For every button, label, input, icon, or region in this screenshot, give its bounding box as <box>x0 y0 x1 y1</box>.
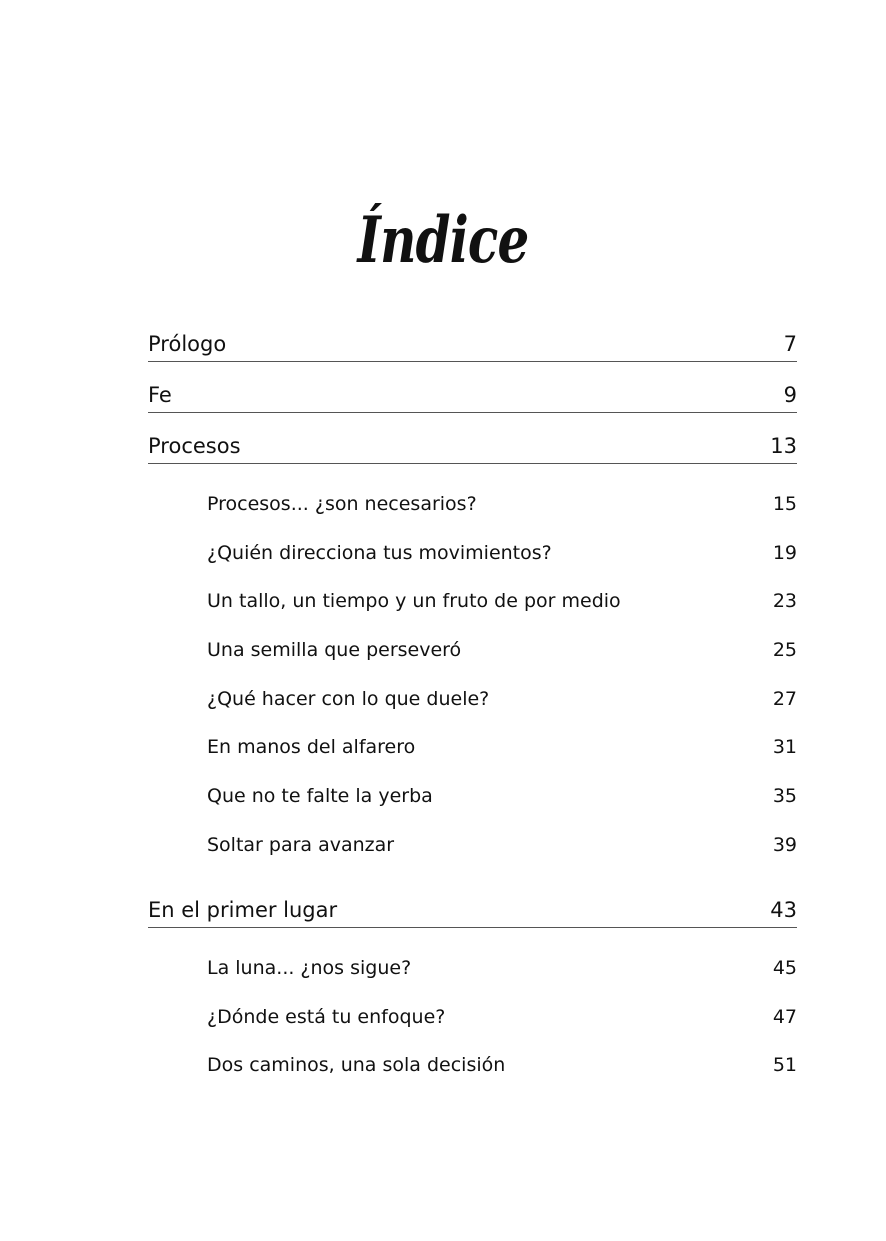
toc-section-page: 31 <box>772 736 797 758</box>
toc-section-row <box>207 1005 797 1031</box>
toc-section-label: ¿Dónde está tu enfoque? <box>207 1006 446 1028</box>
toc-section-page: 15 <box>772 493 797 515</box>
toc-section-page: 35 <box>772 785 797 807</box>
toc-section-row <box>207 541 797 567</box>
toc-chapter-row <box>148 380 797 413</box>
toc-section-page: 25 <box>772 639 797 661</box>
toc-section-label: Una semilla que perseveró <box>207 639 462 661</box>
toc-section-row <box>207 833 797 859</box>
toc-section-label: En manos del alfarero <box>207 736 416 758</box>
toc-section-page: 27 <box>772 688 797 710</box>
toc-section-row <box>207 735 797 761</box>
toc-section-label: Soltar para avanzar <box>207 834 395 856</box>
toc-section-row <box>207 687 797 713</box>
toc-section-page: 51 <box>772 1054 797 1076</box>
toc-section-label: ¿Qué hacer con lo que duele? <box>207 688 490 710</box>
toc-chapter-page: 7 <box>783 332 797 356</box>
toc-section-label: ¿Quién direcciona tus movimientos? <box>207 542 552 564</box>
toc-section-page: 23 <box>772 590 797 612</box>
toc-section-row <box>207 589 797 615</box>
toc-section-label: La luna... ¿nos sigue? <box>207 957 412 979</box>
toc-chapter-label: Procesos <box>148 434 241 458</box>
toc-section-label: Dos caminos, una sola decisión <box>207 1054 506 1076</box>
toc-section-label: Procesos... ¿son necesarios? <box>207 493 477 515</box>
toc-chapter-row <box>148 431 797 464</box>
toc-chapter-page: 9 <box>783 383 797 407</box>
toc-section-row <box>207 1053 797 1079</box>
toc-section-page: 19 <box>772 542 797 564</box>
toc-section-row <box>207 956 797 982</box>
toc-section-row <box>207 784 797 810</box>
toc-chapter-page: 43 <box>770 898 797 922</box>
toc-chapter-page: 13 <box>770 434 797 458</box>
toc-chapter-label: Prólogo <box>148 332 227 356</box>
page-title: Índice <box>357 203 529 278</box>
toc-section-label: Que no te falte la yerba <box>207 785 433 807</box>
toc-section-page: 45 <box>772 957 797 979</box>
toc-chapter-row <box>148 895 797 928</box>
toc-chapter-label: Fe <box>148 383 172 407</box>
toc-section-page: 47 <box>772 1006 797 1028</box>
toc-section-page: 39 <box>772 834 797 856</box>
toc-chapter-row <box>148 329 797 362</box>
toc-chapter-label: En el primer lugar <box>148 898 338 922</box>
toc-section-row <box>207 492 797 518</box>
toc-section-label: Un tallo, un tiempo y un fruto de por medio <box>207 590 621 612</box>
toc-section-row <box>207 638 797 664</box>
